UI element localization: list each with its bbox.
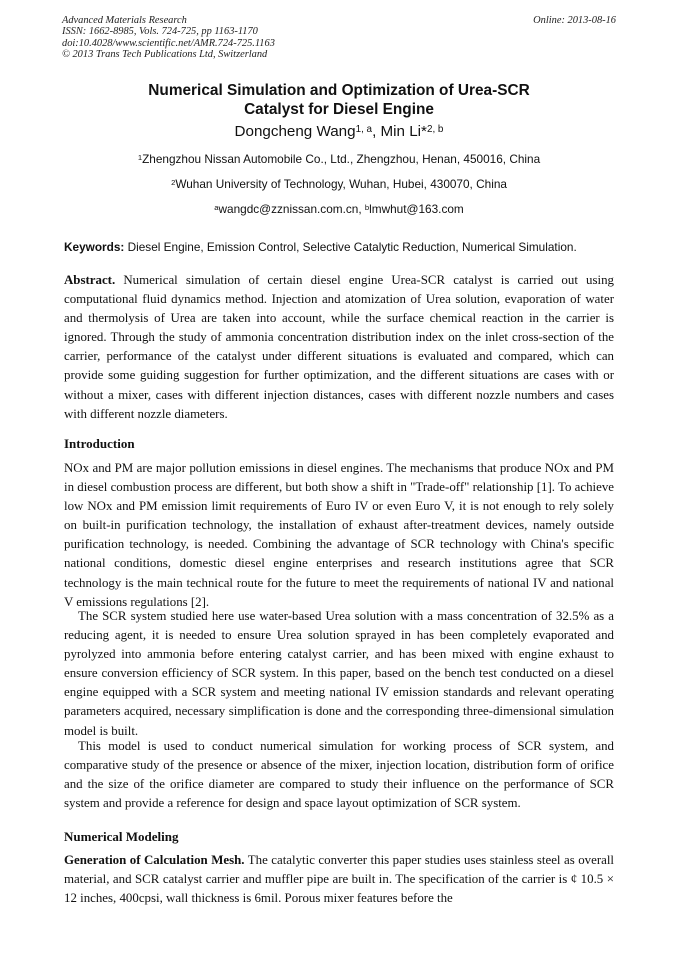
- affiliation-2: [62, 177, 616, 192]
- author-separator: ,: [372, 123, 381, 140]
- modeling-paragraph-1-text: The catalytic converter this paper studies uses stainless steel as overall material, and SCR catalyst carrier and muffler pipe are built in. The specification of the carrier is ¢ 10.5 × 12 inches, 400cpsi, wall thickness is 6mil. Porous mixer features before the: [64, 853, 614, 906]
- doi-line[interactable]: doi:10.4028/www.scientific.net/AMR.724-725.1163: [62, 37, 275, 49]
- affiliation-1-text: Zhengzhou Nissan Automobile Co., Ltd., Zhengzhou, Henan, 450016, China: [142, 152, 541, 166]
- introduction-paragraph-3: This model is used to conduct numerical simulation for working process of SCR system, and comparative study of the presence or absence of the mixer, injection location, distribution form of orifice and the size of the orifice diameter are compared to study their influence on the performance of SCR system and provide a reference for design and space layout optimization of SCR system.: [64, 739, 614, 811]
- email-b[interactable]: lmwhut@163.com: [369, 202, 464, 216]
- modeling-paragraph-1: [64, 851, 614, 908]
- paper-title: [62, 81, 616, 119]
- keywords-text: Diesel Engine, Emission Control, Selective Catalytic Reduction, Numerical Simulation.: [124, 240, 577, 254]
- issn-line: ISSN: 1662-8985, Vols. 724-725, pp 1163-1170: [62, 26, 258, 38]
- title-line-1: Numerical Simulation and Optimization of Urea-SCR: [148, 82, 530, 99]
- introduction-paragraph-2: The SCR system studied here use water-based Urea solution with a mass concentration of 32.5% as a reducing agent, it is needed to ensure Urea solution sprayed in has been completely evaporated and pyrolyzed into ammonia before entering catalyst carrier, and has been mixed with engine exhaust to ensure conversion efficiency of SCR system. In this paper, based on the bench test conducted on a diesel engine equipped with a SCR system and meeting national IV emission standards and relevant operating parameters acquired, necessary simplification is done and the corresponding three-dimensional simulation model is built.: [64, 609, 614, 738]
- keywords-label: Keywords:: [64, 240, 125, 254]
- author-1-superscript: 1, a: [355, 124, 373, 136]
- introduction-paragraph-1: NOx and PM are major pollution emissions in diesel engines. The mechanisms that produce NOx and PM in diesel combustion process are different, but both show a shift in "Trade-off" relationship [1]. To achieve low NOx and PM emission limit requirements of Euro IV or even Euro V, it is not enough to rely solely on built-in purification technology, the installation of exhaust after-treatment devices, namely outside purification technology, is needed. Combining the advantage of SCR technology with China's specific national conditions, domestic diesel engine enterprises and research institutions agree that SCR technology is the main technical route for the future to meet the requirements of national IV and national V emissions regulations [2].: [64, 461, 614, 609]
- author-list: [62, 122, 616, 142]
- numerical-modeling-heading: Numerical Modeling: [64, 829, 179, 844]
- online-date: Online: 2013-08-16: [533, 15, 616, 26]
- author-emails: [62, 202, 616, 217]
- email-a-superscript: a: [214, 203, 219, 213]
- abstract: [64, 271, 614, 424]
- journal-name: Advanced Materials Research: [62, 15, 187, 26]
- affiliation-2-text: Wuhan University of Technology, Wuhan, Hubei, 430070, China: [175, 177, 507, 191]
- copyright-line: © 2013 Trans Tech Publications Ltd, Switzerland: [62, 49, 268, 61]
- introduction-heading: Introduction: [64, 436, 135, 451]
- email-a[interactable]: wangdc@zznissan.com.cn,: [218, 202, 365, 216]
- abstract-label: Abstract.: [64, 273, 116, 287]
- affiliation-2-superscript: 2: [171, 178, 176, 188]
- keywords: [64, 240, 616, 255]
- abstract-text: Numerical simulation of certain diesel engine Urea-SCR catalyst is carried out using computational fluid dynamics method. Injection and atomization of Urea solution, evaporation of water and thermolysis of Urea are taken into account, while the surface chemical reaction in the carrier is ignored. Through the study of ammonia concentration distribution index on the inlet cross-section of the carrier, performance of the catalyst under different situations is evaluated and compared, which can provide some guiding suggestion for further optimization, and the different situations are cases with or without a mixer, cases with different injection distances, cases with different nozzle numbers and cases with different nozzle diameters.: [64, 273, 614, 421]
- author-2: Min Li*: [380, 123, 427, 140]
- author-2-superscript: 2, b: [426, 124, 444, 136]
- mesh-subheading: Generation of Calculation Mesh.: [64, 853, 245, 867]
- journal-header: [62, 15, 616, 61]
- title-line-2: Catalyst for Diesel Engine: [244, 101, 434, 118]
- email-b-superscript: b: [364, 203, 370, 213]
- author-1: Dongcheng Wang: [234, 123, 356, 140]
- affiliation-1: [62, 152, 616, 167]
- affiliation-1-superscript: 1: [137, 153, 143, 163]
